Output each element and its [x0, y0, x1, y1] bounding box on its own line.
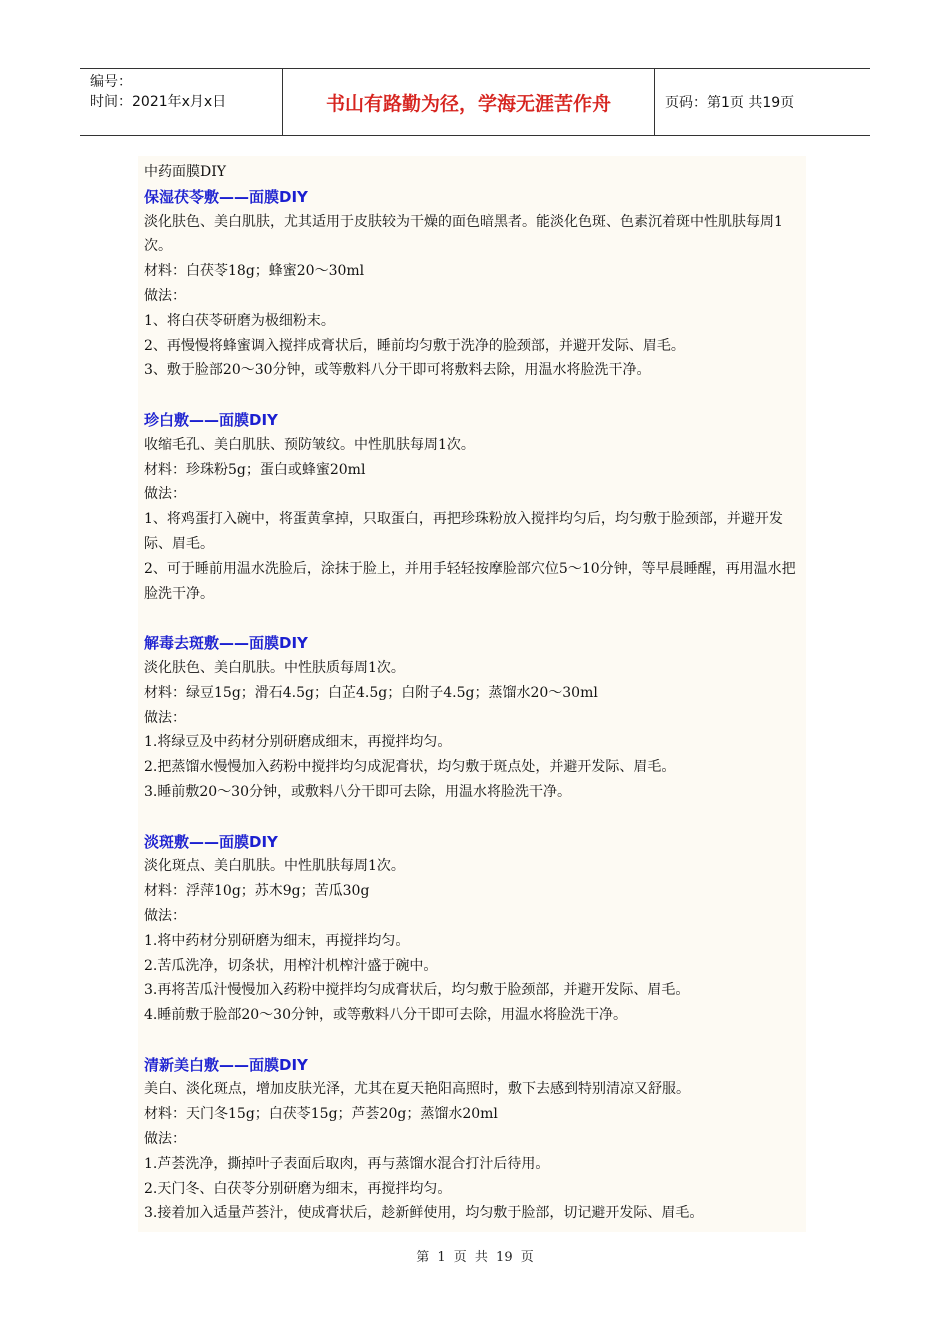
header-motto: 书山有路勤为径，学海无涯苦作舟	[283, 69, 655, 135]
page-footer: 第 1 页 共 19 页	[416, 1250, 534, 1265]
section-recipe	[144, 830, 806, 1028]
section-title: 珍白敷——面膜DIY	[144, 410, 278, 429]
method-step: 2、再慢慢将蜂蜜调入搅拌成膏状后，睡前均匀敷于洗净的脸颈部，并避开发际、眉毛。	[144, 337, 685, 354]
section-title: 淡斑敷——面膜DIY	[144, 832, 278, 851]
method-step: 3.再将苦瓜汁慢慢加入药粉中搅拌均匀成膏状后，均匀敷于脸颈部，并避开发际、眉毛。	[144, 982, 690, 999]
method-step: 1.将绿豆及中药材分别研磨成细末，再搅拌均匀。	[144, 734, 452, 751]
section-title: 解毒去斑敷——面膜DIY	[144, 634, 308, 653]
method-step: 2.天门冬、白茯苓分别研磨为细末，再搅拌均匀。	[144, 1180, 452, 1197]
section-desc: 美白、淡化斑点，增加皮肤光泽，尤其在夏天艳阳高照时，敷下去感到特别清凉又舒服。	[144, 1081, 690, 1098]
method-label: 做法：	[144, 709, 186, 726]
section-recipe	[144, 408, 806, 606]
section-title: 保湿茯苓敷——面膜DIY	[144, 187, 308, 206]
method-step: 1、将鸡蛋打入碗中，将蛋黄拿掉，只取蛋白，再把珍珠粉放入搅拌均匀后，均匀敷于脸颈部，并避开发际、眉毛。	[144, 511, 783, 552]
section-desc: 收缩毛孔、美白肌肤、预防皱纹。中性肌肤每周1次。	[144, 436, 475, 453]
page-header	[80, 68, 870, 136]
method-label: 做法：	[144, 1131, 186, 1148]
method-label: 做法：	[144, 907, 186, 924]
section-recipe	[144, 185, 806, 383]
section-materials: 材料：珍珠粉5g；蛋白或蜂蜜20ml	[144, 461, 366, 478]
header-page-info: 页码：第1页 共19页	[665, 95, 795, 111]
section-materials: 材料：浮萍10g；苏木9g；苦瓜30g	[144, 883, 370, 900]
method-step: 3、敷于脸部20～30分钟，或等敷料八分干即可将敷料去除，用温水将脸洗干净。	[144, 362, 651, 379]
time-label: 时间：2021年x月x日	[90, 94, 227, 110]
method-step: 3.接着加入适量芦荟汁，使成膏状后，趁新鲜使用，均匀敷于脸部，切记避开发际、眉毛。	[144, 1205, 704, 1222]
section-materials: 材料：绿豆15g；滑石4.5g；白芷4.5g；白附子4.5g；蒸馏水20～30ml	[144, 684, 598, 701]
method-step: 4.睡前敷于脸部20～30分钟，或等敷料八分干即可去除，用温水将脸洗干净。	[144, 1007, 627, 1024]
method-step: 1.芦荟洗净，撕掉叶子表面后取肉，再与蒸馏水混合打汁后待用。	[144, 1155, 550, 1172]
section-desc: 淡化肤色、美白肌肤，尤其适用于皮肤较为干燥的面色暗黑者。能淡化色斑、色素沉着斑中性肌肤每周1次。	[144, 213, 783, 255]
section-title: 清新美白敷——面膜DIY	[144, 1055, 308, 1074]
method-label: 做法：	[144, 287, 186, 304]
method-step: 2、可于睡前用温水洗脸后，涂抹于脸上，并用手轻轻按摩脸部穴位5～10分钟，等早晨睡醒，再用温水把脸洗干净。	[144, 560, 796, 602]
method-step: 2.苦瓜洗净，切条状，用榨汁机榨汁盛于碗中。	[144, 957, 438, 974]
section-desc: 淡化肤色、美白肌肤。中性肤质每周1次。	[144, 659, 405, 676]
section-materials: 材料：天门冬15g；白茯苓15g；芦荟20g；蒸馏水20ml	[144, 1106, 498, 1123]
header-meta	[80, 69, 283, 135]
section-desc: 淡化斑点、美白肌肤。中性肌肤每周1次。	[144, 858, 405, 875]
document-body	[138, 156, 806, 1232]
method-step: 1、将白茯苓研磨为极细粉末。	[144, 312, 335, 329]
method-step: 1.将中药材分别研磨为细末，再搅拌均匀。	[144, 932, 410, 949]
doc-title: 中药面膜DIY	[144, 164, 226, 180]
section-recipe	[144, 1053, 806, 1227]
method-step: 2.把蒸馏水慢慢加入药粉中搅拌均匀成泥膏状，均匀敷于斑点处，并避开发际、眉毛。	[144, 759, 676, 776]
number-label: 编号：	[90, 74, 132, 90]
method-label: 做法：	[144, 486, 186, 503]
method-step: 3.睡前敷20～30分钟，或敷料八分干即可去除，用温水将脸洗干净。	[144, 783, 571, 800]
section-materials: 材料：白茯苓18g；蜂蜜20～30ml	[144, 263, 365, 280]
section-recipe	[144, 631, 806, 805]
